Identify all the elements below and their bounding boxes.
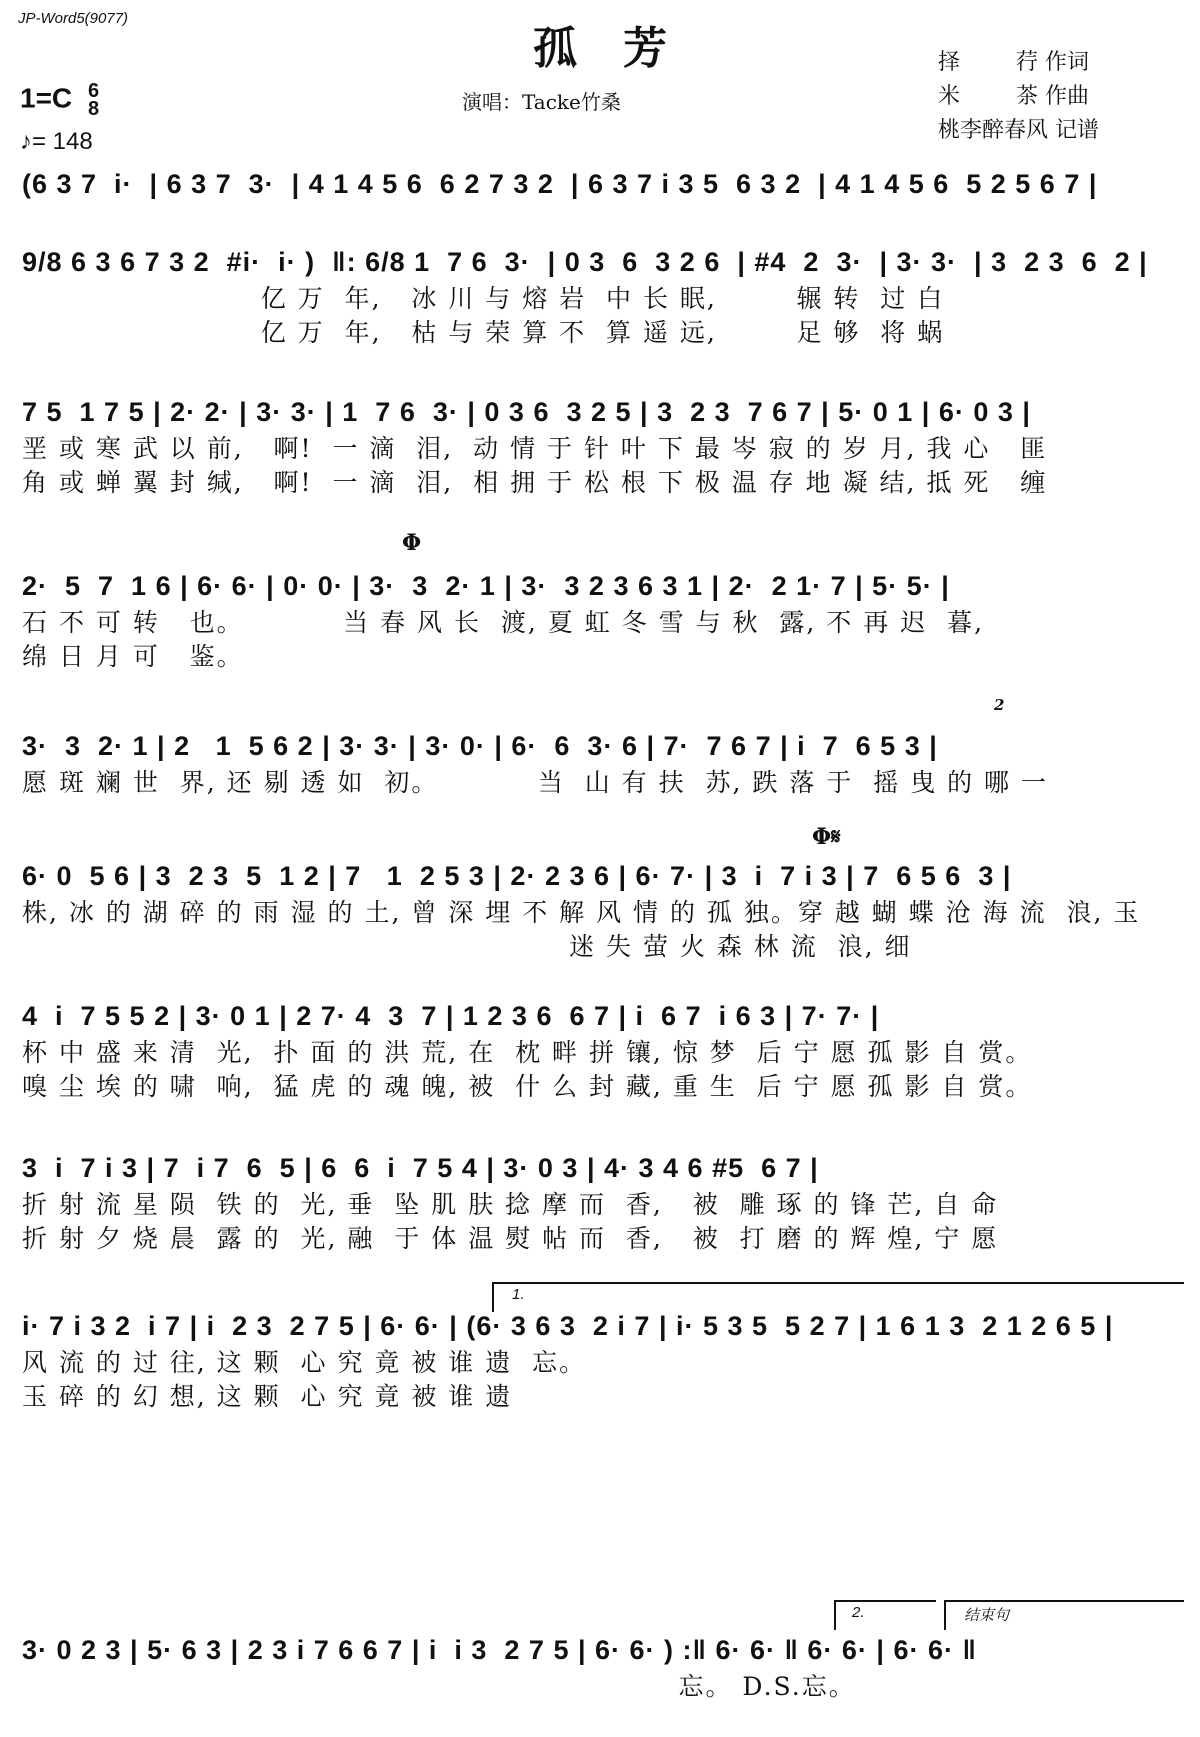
- credits-block: [938, 46, 1099, 148]
- lyric-verse-1: 株, 冰 的 湖 碎 的 雨 湿 的 土, 曾 深 埋 不 解 风 情 的 孤 独。穿 越 蝴 蝶 沧 海 流 浪, 玉: [22, 898, 1141, 927]
- volta-2-bracket: [834, 1600, 936, 1630]
- lyricist-credit: 择 荇 作词: [938, 50, 1089, 75]
- lyric-verse-2: 玉 碎 的 幻 想, 这 颗 心 究 竟 被 谁 遗: [22, 1382, 513, 1411]
- tempo-mark: ♪= 148: [20, 128, 93, 155]
- system-8: [22, 1148, 1182, 1256]
- meter-top: 6: [87, 80, 100, 102]
- volta-1-label: 1.: [512, 1286, 525, 1303]
- lyric-verse-1: 石 不 可 转 也。 当 春 风 长 渡, 夏 虹 冬 雪 与 秋 露, 不 再 迟 暮,: [22, 608, 985, 637]
- transcriber-credit: 桃李醉春风 记谱: [938, 118, 1099, 143]
- lyric-verse-2: 折 射 夕 烧 晨 露 的 光, 融 于 体 温 熨 帖 而 香, 被 打 磨 的 辉 煌, 宁 愿: [22, 1224, 999, 1253]
- triplet-mark: 2: [994, 696, 1005, 714]
- volta-2-label: 2.: [852, 1604, 865, 1621]
- system-4: [22, 566, 1182, 674]
- system-9: [22, 1306, 1182, 1414]
- coda-segno-icon: Φ𝄋: [812, 824, 841, 850]
- lyric-verse-1: 垩 或 寒 武 以 前, 啊! 一 滴 泪, 动 情 于 针 叶 下 最 岑 寂 的 岁 月, 我 心 匪: [22, 434, 1048, 463]
- system-2: [22, 242, 1182, 350]
- notes-line: 3 i 7 i 3 | 7 i 7 6 5 | 6 6 i 7 5 4 | 3· 0 3 | 4· 3 4 6 #5 6 7 |: [22, 1153, 819, 1183]
- notes-line: 7 5 1 7 5 | 2· 2· | 3· 3· | 1 7 6 3· | 0 3 6 3 2 5 | 3 2 3 7 6 7 | 5· 0 1 | 6· 0 3 |: [22, 397, 1031, 427]
- lyric-verse-1: 杯 中 盛 来 清 光, 扑 面 的 洪 荒, 在 枕 畔 拼 镶, 惊 梦 后 宁 愿 孤 影 自 赏。: [22, 1038, 1033, 1067]
- song-title: 孤芳: [533, 23, 713, 74]
- lyric-verse-2: 嗅 尘 埃 的 啸 响, 猛 虎 的 魂 魄, 被 什 么 封 藏, 重 生 后 宁 愿 孤 影 自 赏。: [22, 1072, 1033, 1101]
- notes-line: 4 i 7 5 5 2 | 3· 0 1 | 2 7· 4 3 7 | 1 2 3 6 6 7 | i 6 7 i 6 3 | 7· 7· |: [22, 1001, 880, 1031]
- system-5: [22, 726, 1182, 800]
- lyric-verse-2: 亿 万 年, 枯 与 荣 算 不 算 遥 远, 足 够 将 蜗: [22, 318, 945, 347]
- notes-line: (6 3 7 i· | 6 3 7 3· | 4 1 4 5 6 6 2 7 3 2 | 6 3 7 i 3 5 6 3 2 | 4 1 4 5 6 5 2 5 6 7 |: [22, 169, 1098, 199]
- notes-line: 2· 5 7 1 6 | 6· 6· | 0· 0· | 3· 3 2· 1 | 3· 3 2 3 6 3 1 | 2· 2 1· 7 | 5· 5· |: [22, 571, 950, 601]
- lyric-verse-1: 折 射 流 星 陨 铁 的 光, 垂 坠 肌 肤 捻 摩 而 香, 被 雕 琢 的 锋 芒, 自 命: [22, 1190, 999, 1219]
- lyric-verse-1: 风 流 的 过 往, 这 颗 心 究 竟 被 谁 遗 忘。: [22, 1348, 587, 1377]
- system-6: [22, 856, 1182, 964]
- notes-line: 6· 0 5 6 | 3 2 3 5 1 2 | 7 1 2 5 3 | 2· 2 3 6 | 6· 7· | 3 i 7 i 3 | 7 6 5 6 3 |: [22, 861, 1012, 891]
- key-signature: [20, 82, 99, 118]
- source-label: JP-Word5(9077): [18, 10, 129, 27]
- notes-line: 3· 3 2· 1 | 2 1 5 6 2 | 3· 3· | 3· 0· | 6· 6 3· 6 | 7· 7 6 7 | i 7 6 5 3 |: [22, 731, 938, 761]
- lyric-verse-1: 亿 万 年, 冰 川 与 熔 岩 中 长 眠, 辗 转 过 白: [22, 284, 945, 313]
- meter-bottom: 8: [87, 98, 100, 120]
- lyric-verse-2: 角 或 蝉 翼 封 缄, 啊! 一 滴 泪, 相 拥 于 松 根 下 极 温 存 地 凝 结, 抵 死 缠: [22, 468, 1048, 497]
- notes-line: 9/8 6 3 6 7 3 2 #i· i· ) ‖: 6/8 1 7 6 3· | 0 3 6 3 2 6 | #4 2 3· | 3· 3· | 3 2 3 6 2 |: [22, 247, 1148, 277]
- time-signature: [88, 82, 99, 118]
- notes-line: 3· 0 2 3 | 5· 6 3 | 2 3 i 7 6 6 7 | i i 3 2 7 5 | 6· 6· ) :‖ 6· 6· ‖ 6· 6· | 6· 6· ‖: [22, 1635, 977, 1665]
- singer-credit: 演唱：Tacke竹桑: [462, 90, 621, 114]
- coda-sign-icon: Φ: [402, 530, 422, 556]
- system-7: [22, 996, 1182, 1104]
- system-10: [22, 1630, 1182, 1704]
- composer-credit: 米 茶 作曲: [938, 84, 1089, 109]
- system-1: [22, 164, 1182, 204]
- lyric-verse-1: 忘。 D.S.忘。: [22, 1672, 856, 1701]
- ending-label: 结束句: [964, 1607, 1010, 1624]
- notes-line: i· 7 i 3 2 i 7 | i 2 3 2 7 5 | 6· 6· | (6· 3 6 3 2 i 7 | i· 5 3 5 5 2 7 | 1 6 1 3 2 1 2 6 5 |: [22, 1311, 1114, 1341]
- lyric-verse-1: 愿 斑 斓 世 界, 还 剔 透 如 初。 当 山 有 扶 苏, 跌 落 于 摇 曳 的 哪 一: [22, 768, 1048, 797]
- key-label: 1=C: [20, 82, 73, 114]
- lyric-verse-2: 绵 日 月 可 鉴。: [22, 642, 244, 671]
- system-3: [22, 392, 1182, 500]
- lyric-verse-2: 迷 失 萤 火 森 林 流 浪, 细: [22, 932, 912, 961]
